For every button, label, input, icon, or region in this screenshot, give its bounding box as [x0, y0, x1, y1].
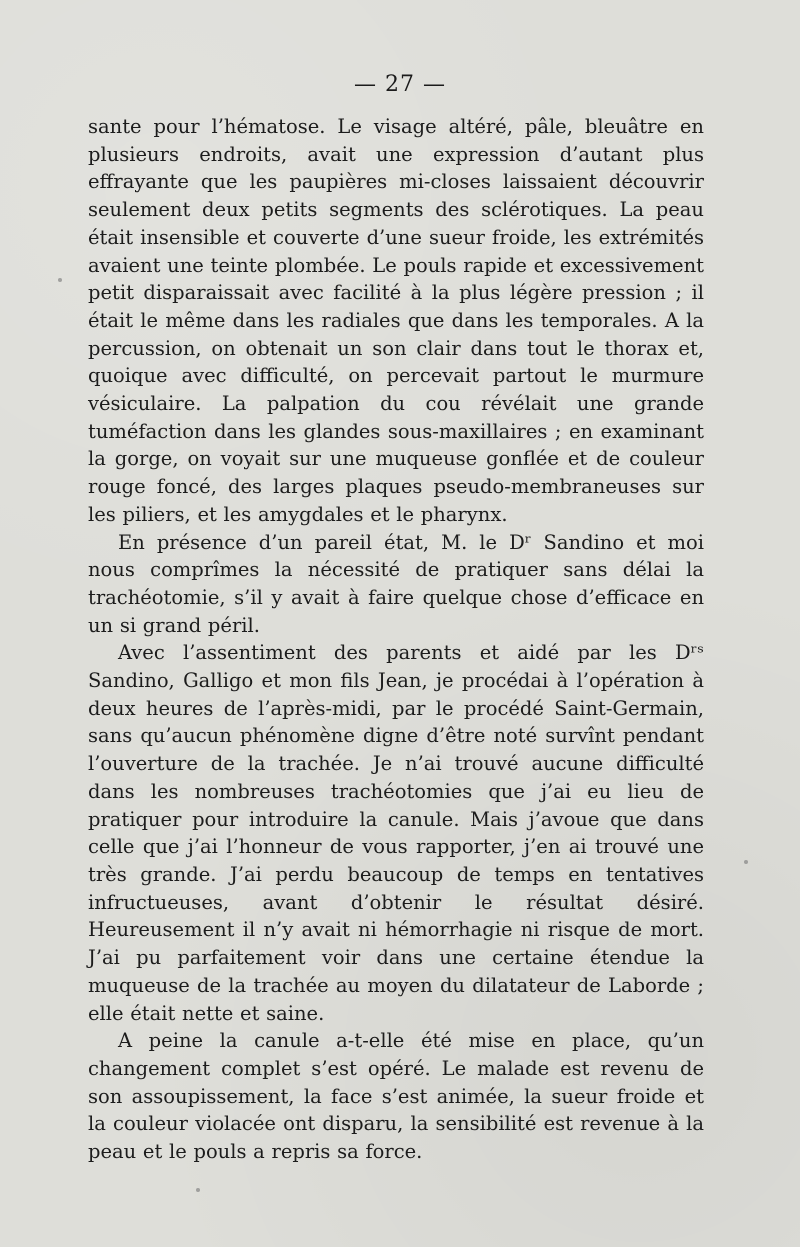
margin-speck [196, 1188, 200, 1192]
paragraph-2: En présence d’un pareil état, M. le Dʳ Sandino et moi nous comprîmes la nécessité de pratiquer sans délai la trachéotomie, s’il y avait à faire quelque chose d’efficace en un si grand péril. [88, 530, 704, 637]
body-text [88, 113, 704, 1166]
paragraph-1: sante pour l’hématose. Le visage altéré, pâle, bleuâtre en plusieurs endroits, avait une expression d’autant plus effrayante que les paupières mi-closes laissaient découvrir seulement deux petits segments des sclérotiques. La peau était insensible et couverte d’une sueur froide, les extrémités avaient une teinte plombée. Le pouls rapide et excessivement petit disparaissait avec facilité à la plus légère pression ; il était le même dans les radiales que dans les temporales. A la percussion, on obtenait un son clair dans tout le thorax et, quoique avec difficulté, on percevait partout le murmure vésiculaire. La palpation du cou révélait une grande tuméfaction dans les glandes sous-maxillaires ; en examinant la gorge, on voyait sur une muqueuse gonflée et de couleur rouge foncé, des larges plaques pseudo-membraneuses sur les piliers, et les amygdales et le pharynx. [88, 115, 704, 526]
page-number: — 27 — [354, 72, 446, 97]
margin-speck [58, 278, 62, 282]
paragraph-4: A peine la canule a-t-elle été mise en place, qu’un changement complet s’est opéré. Le malade est revenu de son assoupissement, la face s’est animée, la sueur froide et la couleur violacée ont disparu, la sensibilité est revenue à la peau et le pouls a repris sa force. [88, 1029, 704, 1164]
margin-speck [744, 860, 748, 864]
paragraph-3: Avec l’assentiment des parents et aidé par les Dʳˢ Sandino, Galligo et mon fils Jean, je procédai à l’opération à deux heures de l’après-midi, par le procédé Saint-Germain, sans qu’aucun phénomène digne d’être noté survînt pendant l’ouverture de la trachée. Je n’ai trouvé aucune difficulté dans les nombreuses trachéotomies que j’ai eu lieu de pratiquer pour introduire la canule. Mais j’avoue que dans celle que j’ai l’honneur de vous rapporter, j’en ai trouvé une très grande. J’ai perdu beaucoup de temps en tentatives infructueuses, avant d’obtenir le résultat désiré. Heureusement il n’y avait ni hémorrhagie ni risque de mort. J’ai pu parfaitement voir dans une certaine étendue la muqueuse de la trachée au moyen du dilatateur de Laborde ; elle était nette et saine. [88, 641, 704, 1025]
